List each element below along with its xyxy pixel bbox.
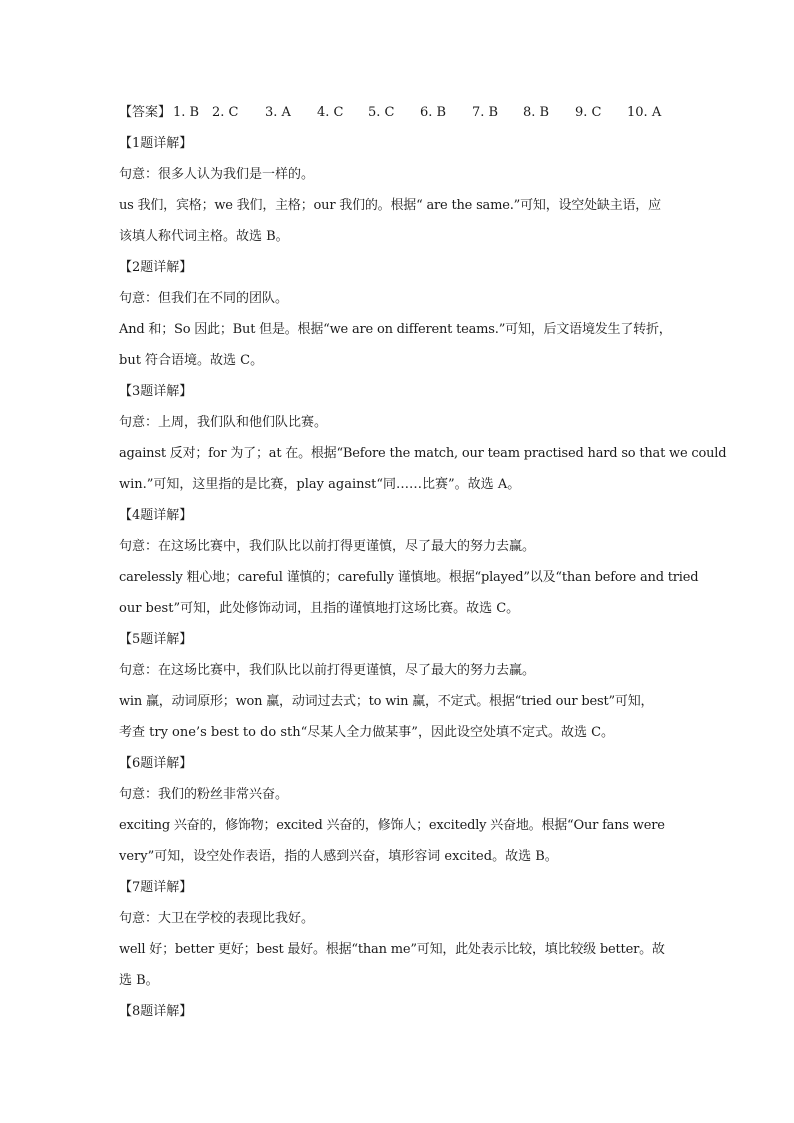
section-5-conclusion: 考查 try one’s best to do sth“尽某人全力做某事”，因此设空处填不定式。故选 C。 bbox=[119, 725, 615, 740]
section-1-explanation: us 我们，宾格；we 我们，主格；our 我们的。根据“ are the same.”可知，设空处缺主语，应 bbox=[119, 198, 661, 213]
section-6-conclusion: very”可知，设空处作表语，指的人感到兴奋，填形容词 excited。故选 B。 bbox=[119, 849, 558, 864]
answer-item: 5. C bbox=[368, 105, 395, 120]
section-4-sentence-meaning: 句意：在这场比赛中，我们队比以前打得更谨慎，尽了最大的努力去赢。 bbox=[119, 539, 536, 554]
answer-item: 2. C bbox=[212, 105, 239, 120]
section-6-explanation: exciting 兴奋的，修饰物；excited 兴奋的，修饰人；excitedly 兴奋地。根据“Our fans were bbox=[119, 818, 665, 833]
answer-label: 【答案】 bbox=[119, 105, 172, 120]
section-heading-5: 【5题详解】 bbox=[119, 632, 193, 647]
section-3-explanation: against 反对；for 为了；at 在。根据“Before the match, our team practised hard so that we could bbox=[119, 446, 727, 461]
answer-item: 10. A bbox=[627, 105, 662, 120]
section-7-explanation: well 好；better 更好；best 最好。根据“than me”可知，此处表示比较，填比较级 better。故 bbox=[119, 942, 665, 957]
section-1-conclusion: 该填人称代词主格。故选 B。 bbox=[119, 229, 289, 244]
section-4-explanation: carelessly 粗心地；careful 谨慎的；carefully 谨慎地。根据“played”以及“than before and tried bbox=[119, 570, 699, 585]
answer-item: 4. C bbox=[317, 105, 344, 120]
answer-item: 9. C bbox=[575, 105, 602, 120]
answer-item: 7. B bbox=[472, 105, 499, 120]
answer-item: 6. B bbox=[420, 105, 447, 120]
section-heading-6: 【6题详解】 bbox=[119, 756, 193, 771]
section-7-sentence-meaning: 句意：大卫在学校的表现比我好。 bbox=[119, 911, 315, 926]
section-2-sentence-meaning: 句意：但我们在不同的团队。 bbox=[119, 291, 289, 306]
section-3-conclusion: win.”可知，这里指的是比赛，play against“同……比赛”。故选 A。 bbox=[119, 477, 521, 492]
section-5-sentence-meaning: 句意：在这场比赛中，我们队比以前打得更谨慎，尽了最大的努力去赢。 bbox=[119, 663, 536, 678]
section-4-conclusion: our best”可知，此处修饰动词，且指的谨慎地打这场比赛。故选 C。 bbox=[119, 601, 520, 616]
section-heading-2: 【2题详解】 bbox=[119, 260, 193, 275]
answer-item: 8. B bbox=[523, 105, 550, 120]
section-3-sentence-meaning: 句意：上周，我们队和他们队比赛。 bbox=[119, 415, 328, 430]
section-7-conclusion: 选 B。 bbox=[119, 973, 159, 988]
section-6-sentence-meaning: 句意：我们的粉丝非常兴奋。 bbox=[119, 787, 289, 802]
section-heading-7: 【7题详解】 bbox=[119, 880, 193, 895]
section-1-sentence-meaning: 句意：很多人认为我们是一样的。 bbox=[119, 167, 315, 182]
section-heading-4: 【4题详解】 bbox=[119, 508, 193, 523]
section-heading-1: 【1题详解】 bbox=[119, 136, 193, 151]
answer-key-row bbox=[119, 97, 679, 128]
section-heading-8: 【8题详解】 bbox=[119, 1004, 193, 1019]
answer-item: 1. B bbox=[173, 105, 200, 120]
section-5-explanation: win 赢，动词原形；won 赢，动词过去式；to win 赢，不定式。根据“tried our best”可知， bbox=[119, 694, 654, 709]
answer-item: 3. A bbox=[265, 105, 291, 120]
section-2-conclusion: but 符合语境。故选 C。 bbox=[119, 353, 264, 368]
answer-document bbox=[119, 97, 727, 1027]
section-heading-3: 【3题详解】 bbox=[119, 384, 193, 399]
section-2-explanation: And 和；So 因此；But 但是。根据“we are on different teams.”可知，后文语境发生了转折， bbox=[119, 322, 672, 337]
